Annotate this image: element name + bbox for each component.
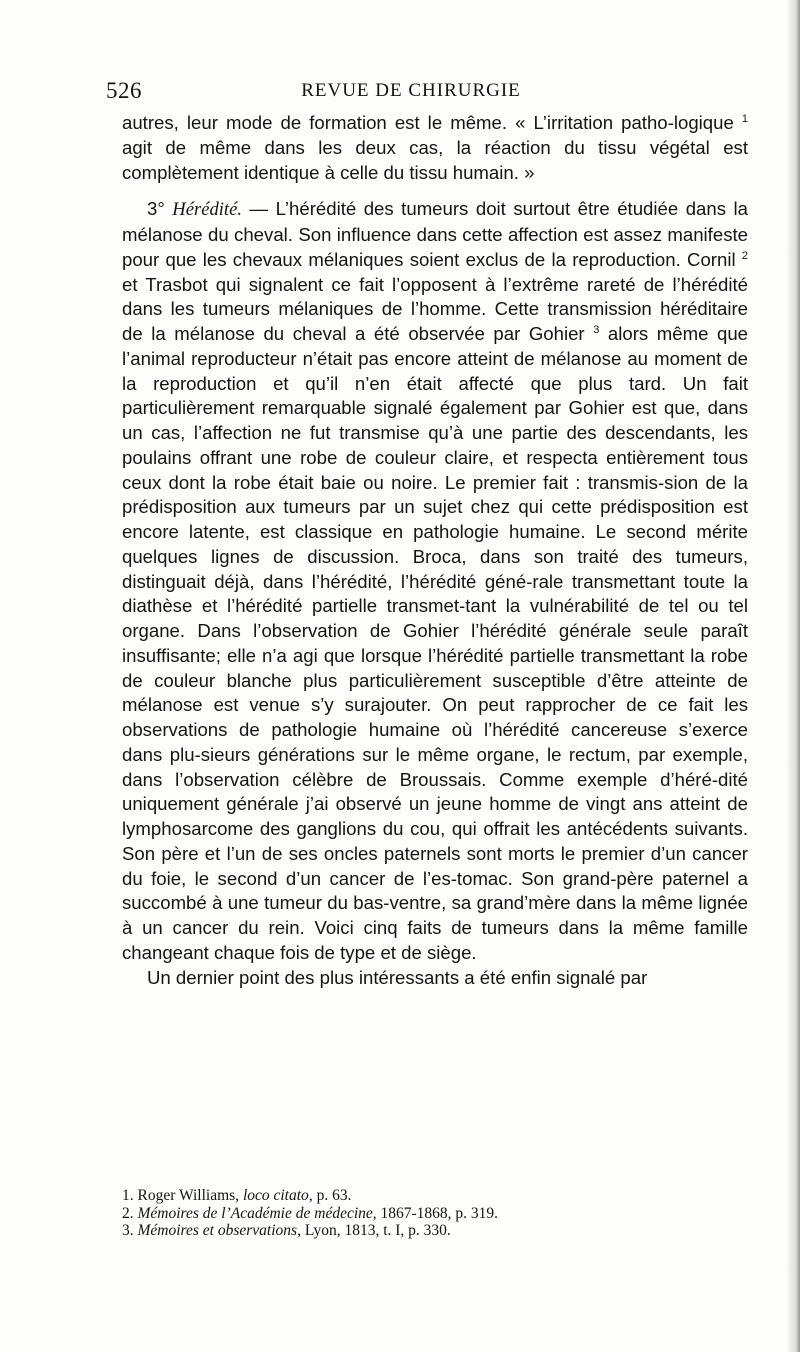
footnote-1 [122,1187,748,1205]
paragraph-continuation [122,111,748,185]
footnote-3 [122,1222,748,1240]
footnote-number: 1. [122,1187,134,1204]
page-number: 526 [106,78,142,103]
footnote-italic: Mémoires et observations [133,1222,298,1239]
section-number: 3° [147,198,173,220]
body-text [122,111,748,990]
section-title: Hérédité. [172,199,242,221]
footnote-italic: loco citato [242,1187,309,1204]
page-header [106,78,716,108]
footnote-text: , Lyon, 1813, t. I, p. 330. [297,1222,451,1239]
footnote-text: , 1867-1868, p. 319. [372,1204,499,1222]
footnote-italic: Mémoires de l’Académie de médecine [133,1204,373,1222]
footnote-ref-2: 2 [741,249,748,262]
page-edge-shadow [786,0,800,1352]
footnote-ref-1: 1 [741,113,748,125]
text-run: agit de même dans les deux cas, la réaction du tissu végétal est complètement identique à celle du tissu humain. » [122,136,748,183]
footnote-number: 2. [122,1204,134,1222]
paragraph-heredite [122,197,748,965]
text-run: alors même que l’animal reproducteur n’était pas encore atteint de mélanose au moment de la reproduction et qu’il n’en était affecté que plus tard. Un fait particulièrement remarquable signalé également par Gohier est que, dans un cas, l’affection ne fut transmise qu’à une partie des descendants, les poulains offrant une robe de couleur claire, et respecta entièrement tous ceux dont la robe était baie ou noire. Le premier fait : transmis-sion de la prédisposition aux tumeurs par un sujet chez qui cette prédisposition est encore latente, est classique en pathologie humaine. Le second mérite quelques lignes de discussion. Broca, dans son traité des tumeurs, distinguait déjà, dans l’hérédité, l’hérédité géné-rale transmettant toute la diathèse et l’hérédité partielle transmet-tant la vulnérabilité de tel ou tel organe. Dans l’observation de Gohier l’hérédité générale seule paraît insuffisante; elle n’a agi que lorsque l’hérédité partielle transmettant la robe de couleur blanche plus particulièrement susceptible d’être atteinte de mélanose est venue s’y surajouter. On peut rapprocher de ce fait les observations de pathologie humaine où l’hérédité cancereuse s’exerce dans plu-sieurs générations sur le même organe, le rectum, par exemple, dans l’observation célèbre de Broussais. Comme exemple d’héré-dité uniquement générale j’ai observé un jeune homme de vingt ans atteint de lymphosarcome des ganglions du cou, qui offrait les antécédents suivants. Son père et l’un de ses oncles paternels sont morts le premier d’un cancer du foie, le second d’un cancer de l’es-tomac. Son grand-père paternel a succombé à une tumeur du bas-ventre, sa grand’mère dans la même lignée à un cancer du rein. Voici cinq faits de tumeurs dans la même famille changeant chaque fois de type et de siège. [122,323,748,963]
footnote-text: , p. 63. [308,1187,352,1204]
text-run: et Trasbot qui signalent ce fait l’opposent à l’extrême rareté de l’hérédité dans les tumeurs mélaniques de l’homme. Cette transmission héréditaire de la mélanose du cheval a été observée par Gohier [122,273,748,344]
footnote-number: 3. [122,1222,134,1239]
text-run: — L’hérédité des tumeurs doit surtout être étudiée dans la mélanose du cheval. Son influence dans cette affection est assez manifeste pour que les chevaux mélaniques soient exclus de la reproduction. Cornil [122,198,748,270]
footnote-text: Roger Williams, [133,1187,243,1204]
footnote-ref-3: 3 [593,324,600,336]
footnotes [122,1187,748,1240]
text-run: autres, leur mode de formation est le même. « L’irritation patho-logique [122,112,742,133]
paragraph-final: Un dernier point des plus intéressants a été enfin signalé par [147,966,648,988]
running-title: REVUE DE CHIRURGIE [301,80,521,101]
footnote-2 [122,1205,748,1223]
